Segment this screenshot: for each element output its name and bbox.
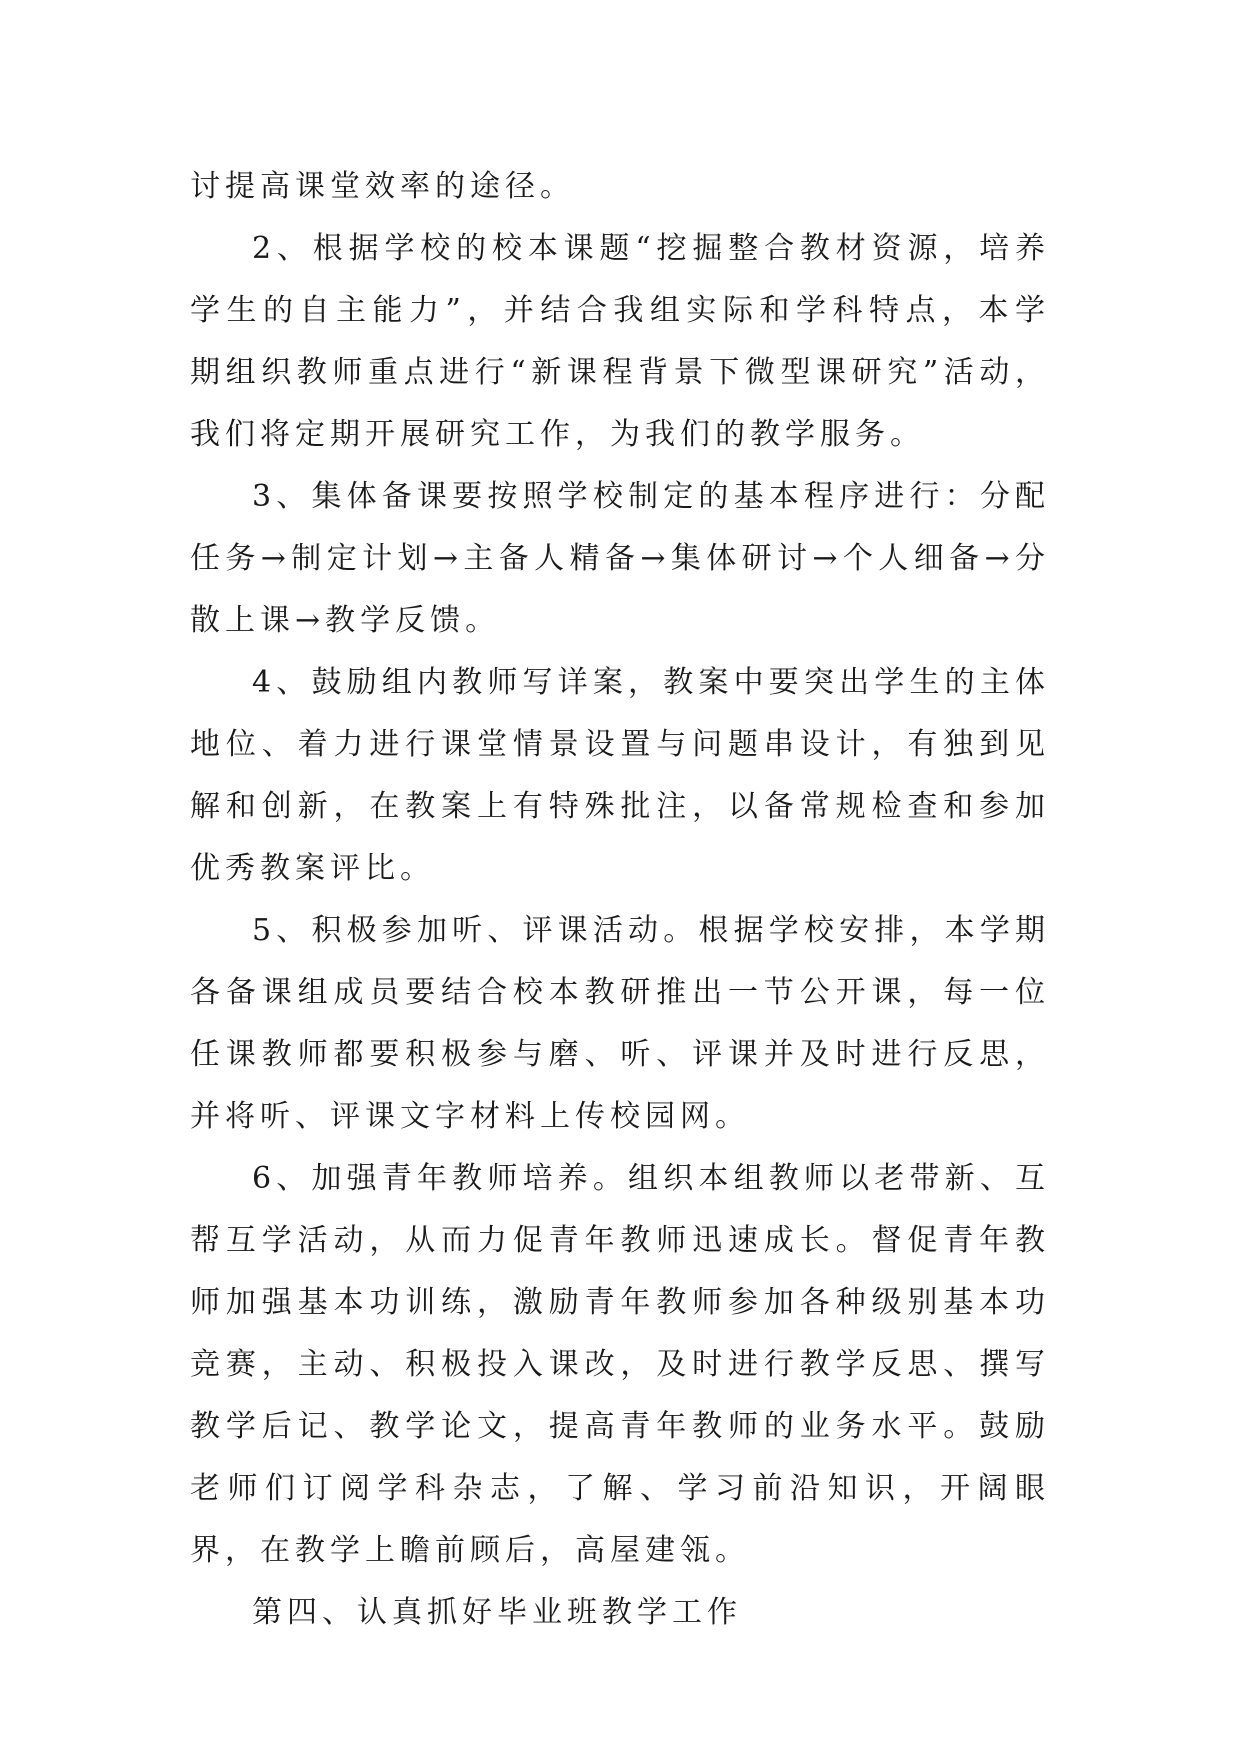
- section-heading: 第四、认真抓好毕业班教学工作: [252, 1595, 742, 1630]
- paragraph-4: 4、鼓励组内教师写详案，教案中要突出学生的主体地位、着力进行课堂情景设置与问题串设计，有独到见解和创新，在教案上有特殊批注，以备常规检查和参加优秀教案评比。: [190, 665, 1050, 886]
- document-body: [190, 156, 1050, 1644]
- paragraph-5: 5、积极参加听、评课活动。根据学校安排，本学期各备课组成员要结合校本教研推出一节公开课，每一位任课教师都要积极参与磨、听、评课并及时进行反思，并将听、评课文字材料上传校园网。: [190, 913, 1050, 1134]
- paragraph-2: 2、根据学校的校本课题“挖掘整合教材资源，培养学生的自主能力”，并结合我组实际和学科特点，本学期组织教师重点进行“新课程背景下微型课研究”活动，我们将定期开展研究工作，为我们的教学服务。: [190, 231, 1050, 452]
- paragraph-1: 讨提高课堂效率的途径。: [190, 169, 575, 204]
- paragraph-3: 3、集体备课要按照学校制定的基本程序进行：分配任务→制定计划→主备人精备→集体研讨→个人细备→分散上课→教学反馈。: [190, 479, 1050, 638]
- paragraph-6: 6、加强青年教师培养。组织本组教师以老带新、互帮互学活动，从而力促青年教师迅速成长。督促青年教师加强基本功训练，激励青年教师参加各种级别基本功竞赛，主动、积极投入课改，及时进行教学反思、撰写教学后记、教学论文，提高青年教师的业务水平。鼓励老师们订阅学科杂志，了解、学习前沿知识，开阔眼界，在教学上瞻前顾后，高屋建瓴。: [190, 1161, 1050, 1568]
